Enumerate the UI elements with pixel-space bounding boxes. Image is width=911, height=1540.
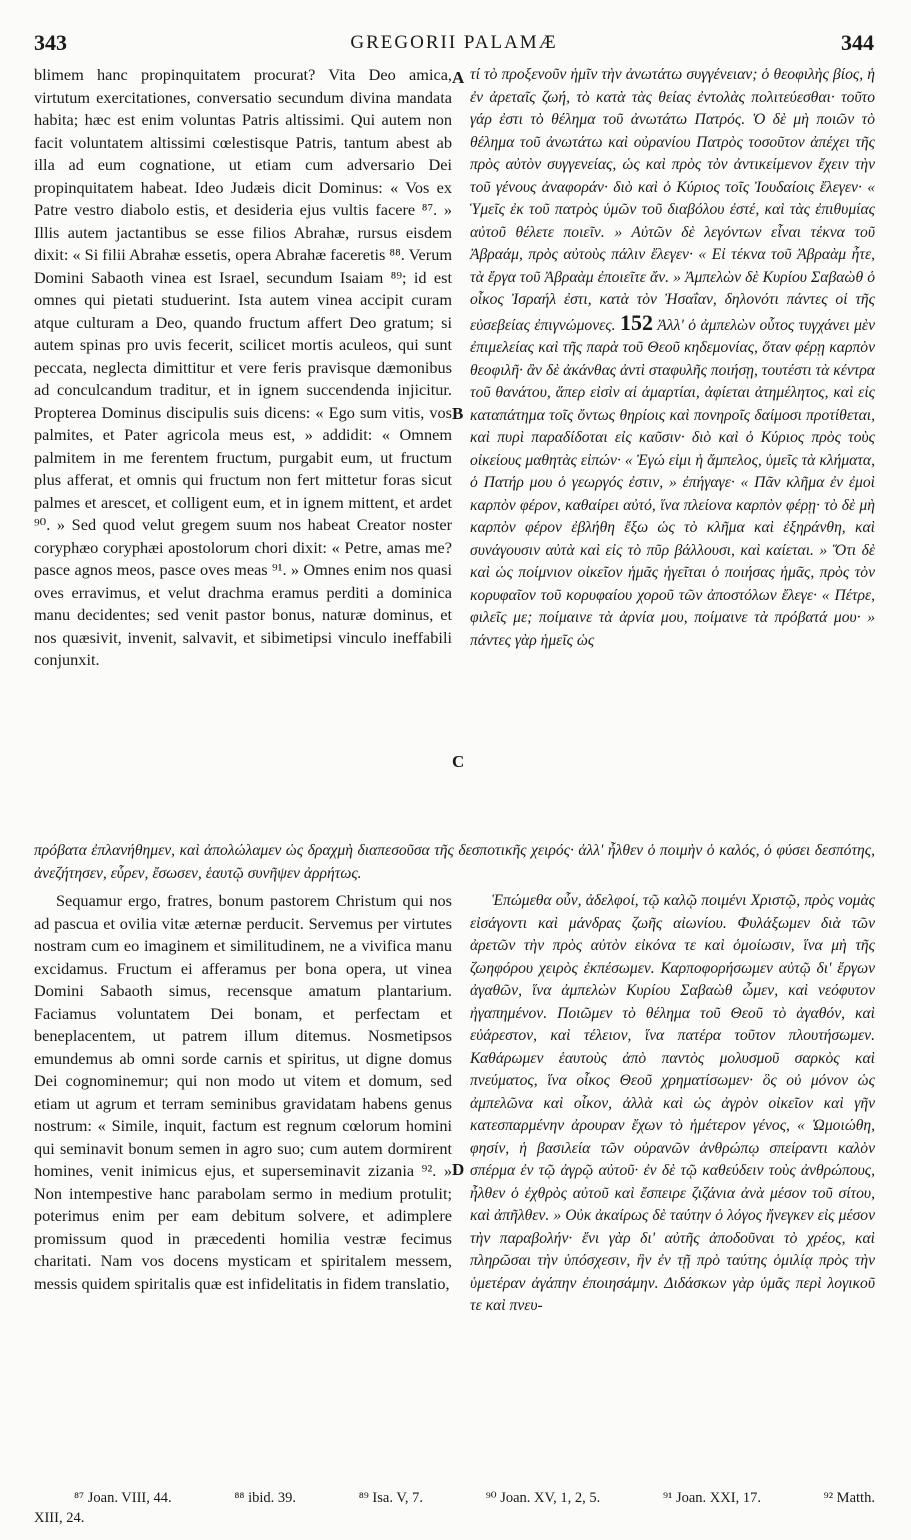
greek-spanning-lines: πρόβατα ἐπλανήθημεν, καὶ ἀπολώλαμεν ὡς δραχμὴ διαπεσοῦσα τῆς δεσποτικῆς χειρός· ἀλλ' ἦλθεν ὁ ποιμὴν ὁ καλός, ὁ φύσει δεσπότης, ἀνεζήτησεν, εὗρεν, ἔσωσεν, ἑαυτῷ συνῆψεν ἀρρήτως. [34,842,875,882]
margin-letter-b: B [452,404,464,423]
margin-letter-d: D [452,1160,465,1179]
greek-text-1b: Ἀλλ' ὁ ἀμπελὼν οὗτος τυγχάνει μὲν ἐπιμελείας καὶ τῆς παρὰ τοῦ Θεοῦ κηδεμονίας, ὅταν φέρῃ καρπὸν θεοφιλῆ· ἂν δὲ ἀκάνθας ἀντὶ σταφυλῆς ποιήσῃ, τουτέστι τὰ κέντρα τοῦ θανάτου, ἅπερ εἰσὶν αἱ ἁμαρτίαι, ἀφίεται ἀτημέλητος, καὶ εἰς καταπάτημα τοῖς ὄντως θηρίοις καὶ πονηροῖς δαίμοσι προτίθεται, καὶ πυρὶ παραδίδοται εἰς καῦσιν· διὸ καὶ ὁ Κύριος πρὸς τοὺς οἰκείους μαθητὰς εἰπών· « Ἐγώ εἰμι ἡ ἄμπελος, ὑμεῖς τὰ κλήματα, ὁ Πατήρ μου ὁ γεωργός ἐστιν, » ἐπήγαγε· « Πᾶν κλῆμα ἐν ἐμοὶ καρπὸν φέρον, καθαίρει αὐτό, ἵνα πλείονα καρπὸν φέρῃ· τὸ δὲ μὴ καρπὸν φέρον ἐβλήθη ἔξω ὡς τὸ κλῆμα καὶ ἐξηράνθη, καὶ συνάγουσιν αὐτὰ καὶ εἰς τὸ πῦρ βάλλουσι, καὶ καίεται. » Ὅτι δὲ καὶ ὡς ποίμνιον οἰκεῖον ἡμᾶς ἡγεῖται ὁ ποιήσας ἡμᾶς, πρὸς τὸν κορυφαῖον τοῦ κορυφαίου χοροῦ τῶν ἀποστόλων ἔλεγε· « Πέτρε, φιλεῖς με; ποίμαινε τὰ ἀρνία μου, ποίμαινε τὰ πρόβατά μου· » πάντες γὰρ ἡμεῖς ὡς [470,316,875,649]
footnote-92: ⁹² Matth. [823,1490,875,1506]
footnote-continuation: XIII, 24. [34,1510,85,1526]
left-page-number: 343 [34,30,67,55]
footnote-88: ⁸⁸ ibid. 39. [234,1490,296,1506]
footnote-90: ⁹⁰ Joan. XV, 1, 2, 5. [485,1490,601,1506]
greek-text-1a: τί τὸ προξενοῦν ἡμῖν τὴν ἀνωτάτω συγγένειαν; ὁ θεοφιλὴς βίος, ἡ ἐν ἀρεταῖς ζωή, τὸ κατὰ τὰς θείας ἐντολὰς πολιτεύεσθαι· τοῦτο γάρ ἐστι τὸ θέλημα τοῦ ἀνωτάτω Πατρός. Ὁ δὲ μὴ ποιῶν τὸ θέλημα τοῦ ἀνωτάτω καὶ οὐρανίου Πατρὸς τοσοῦτον ἀπέχει τῆς πρὸς αὐτὸν συγγενείας, ὡς καὶ πρὸς τὸν ἀντικείμενον ἔχειν τὴν τοῦ γένους ἀναφοράν· διὸ καὶ ὁ Κύριος τοῖς Ἰουδαίοις ἔλεγεν· « Ὑμεῖς ἐκ τοῦ πατρὸς ὑμῶν τοῦ διαβόλου ἐστέ, καὶ τὰς ἐπιθυμίας αὐτοῦ θέλετε ποιεῖν. » Αὐτῶν δὲ λεγόντων εἶναι τέκνα τοῦ Ἀβραάμ, πρὸς αὐτοὺς πάλιν ἔλεγεν· « Εἰ τέκνα τοῦ Ἀβραὰμ ἦτε, τὰ ἔργα τοῦ Ἀβραὰμ ἐποιεῖτε ἄν. » Ἀμπελὼν δὲ Κυρίου Σαβαὼθ ὁ οἶκος Ἰσραήλ ἐστι, κατὰ τὸν Ἠσαΐαν, δηλονότι πάντες οἱ τῆς εὐσεβείας ἐπιγνώμονες. [470,66,875,334]
greek-paragraph-2: Ἑπώμεθα οὖν, ἀδελφοί, τῷ καλῷ ποιμένι Χριστῷ, πρὸς νομὰς εἰσάγοντι καὶ μάνδρας ζωῆς αἰωνίου. Φυλάξωμεν διὰ τῶν ἀρετῶν τὴν πρὸς αὐτὸν εἰκόνα τε καὶ ὁμοίωσιν, ἵνα μὴ τῆς ζωηφόρου χειρὸς ἐκπέσωμεν. Καρποφορήσωμεν αὐτῷ δι' ἔργων ἀγαθῶν, ἵνα ἀμπελὼν Κυρίου Σαβαὼθ ὦμεν, καὶ νεόφυτον ἠγαπημένον. Ποιῶμεν τὸ θέλημα τοῦ Θεοῦ τὸ ἀγαθόν, καὶ εὐάρεστον, καὶ τέλειον, ἵνα πατέρα τοῦτον πλουτήσωμεν. Καθάρωμεν ἑαυτοὺς ἀπὸ παντὸς μολυσμοῦ σαρκὸς καὶ πνεύματος, ἵνα οἶκος Θεοῦ χρηματίσωμεν· ὃς οὐ μόνον ὡς ἀμπελῶνα καὶ οἶκον, ἀλλὰ καὶ ὡς ἀγρὸν οἰκεῖον καὶ γῆν κατεσπαρμένην ἀρουραν ἔχων τὸ ἡμέτερον γένος, « Ὡμοιώθη, φησίν, ἡ βασιλεία τῶν οὐρανῶν ἀνθρώπῳ σπείραντι καλὸν σπέρμα ἐν τῷ ἀγρῷ αὐτοῦ· ἐν δὲ τῷ καθεύδειν τοὺς ἀνθρώπους, ἦλθεν ὁ ἐχθρὸς αὐτοῦ καὶ ἔσπειρε ζιζάνια ἀνὰ μέσον τοῦ σίτου, καὶ ἀπῆλθεν. » Οὐκ ἀκαίρως δὲ ταύτην ὁ λόγος ἤνεγκεν εἰς μέσον τὴν παραβολήν· ἔνι γὰρ δι' αὐτῆς ἀποδοῦναι τὸ χρέος, καὶ πληρῶσαι τὴν ὑπόσχεσιν, ἣν ἐν τῇ πρὸ ταύτης ὁμιλίᾳ πρὸς τὴν ὑμετέραν ἀγάπην ἐποιησάμην. Διδάσκων γὰρ ὑμᾶς περὶ λογικοῦ τε καὶ πνευ- [470,892,875,1314]
footnote-91: ⁹¹ Joan. XXI, 17. [662,1490,761,1506]
latin-paragraph-2: Sequamur ergo, fratres, bonum pastorem Christum qui nos ad pascua et ovilia vitæ æternæ perducit. Servemus per virtutes nostram cum eo imaginem et similitudinem, ne a vivifica manu excidamus. Fructum ei afferamus per bona opera, ut vinea Domini Sabaoth simus, recensque amatum plantarium. Faciamus voluntatem Dei bonam, et perfectam et beneplacentem, ut patrem illum ditemus. Nosmetipsos emundemus ab omni sorde carnis et spiritus, ut digne domus Dei cognominemur; qui non modo ut vitem et domum, sed etiam ut agrum et terram seminibus gravidatam habens genus nostrum: « Simile, inquit, factum est regnum cœlorum homini qui seminavit bonum semen in agro suo; cum autem dormirent homines, venit inimicus ejus, et superseminavit zizania ⁹². » Non intempestive hanc parabolam sermo in medium protulit; poterimus enim per eam debitum solvere, et adimplere promissum quod in præcedenti homilia vestræ fecimus charitati. Nam vos docens mysticam et spiritalem messem, messis quidem spiritalis quæ est infidelitatis in fidem translatio, [34,891,452,1293]
right-page-number: 344 [841,30,874,55]
margin-letter-c: C [452,752,465,771]
footnote-89: ⁸⁹ Isa. V, 7. [358,1490,424,1506]
latin-column-bottom [34,890,452,1295]
footnote-87: ⁸⁷ Joan. VIII, 44. [74,1490,172,1506]
greek-column-top [470,64,875,652]
page-header [34,30,874,58]
footnote-row [34,1488,875,1508]
greek-paragraph-1 [470,64,875,652]
running-title: GREGORII PALAMÆ [350,32,558,53]
greek-column-bottom [470,890,875,1318]
margin-letter-a: A [452,68,465,87]
latin-paragraph-1: blimem hanc propinquitatem procurat? Vita Deo amica, virtutum exercitationes, conversatio secundum divina mandata habita; hæc est enim voluntas Patris altissimi. Qui autem non facit voluntatem altissimi cœlestisque Patris, tantum abest ab illa ad eum cognatione, ut etiam cum adversario Dei propinquitatem habeat. Ideo Judæis dicit Dominus: « Vos ex Patre vestro diabolo estis, et desideria ejus vultis facere ⁸⁷. » Illis autem jactantibus se esse filios Abrahæ, rursus eisdem dixit: « Si filii Abrahæ essetis, opera Abrahæ faceretis ⁸⁸. Verum Domini Sabaoth vinea est Israel, secundum Isaiam ⁸⁹; id est omnes qui pietati studuerint. Ista autem vinea accipit curam atque culturam a Deo, quando fructum affert Deo gratum; si autem spinas pro uvis fecerit, scilicet mortis aculeos, qui sunt peccata, neglecta dimittitur et vere feris pravisque dæmonibus ad conculcandum traditur, et in ignem succendenda injicitur. Propterea Dominus discipulis suis dicens: « Ego sum vitis, vos palmites, et Pater agricola meus est, » addidit: « Omnem palmitem in me ferentem fructum, purgabit eum, ut fructum plus afferat, et omnis qui fructum non fert mittetur foras sicut palmes et arescet, et colligent eum, et in ignem mittent, et ardet ⁹⁰. » Sed quod velut gregem suum nos habeat Creator noster coryphæo coryphæi apostolorum chori dixit: « Petre, amas me? pasce agnos meos, pasce oves meas ⁹¹. » Omnes enim nos quasi oves erravimus, et velut drachma eramus perditi a dominica manu decidentes; sed venit pastor bonus, naturæ dominus, et nos quæsivit, invenit, salvavit, et sibimetipsi vinculo ineffabili conjunxit. [34,65,453,669]
latin-column-top [34,64,452,672]
footnotes [34,1488,875,1528]
section-number: 152 [619,309,653,335]
